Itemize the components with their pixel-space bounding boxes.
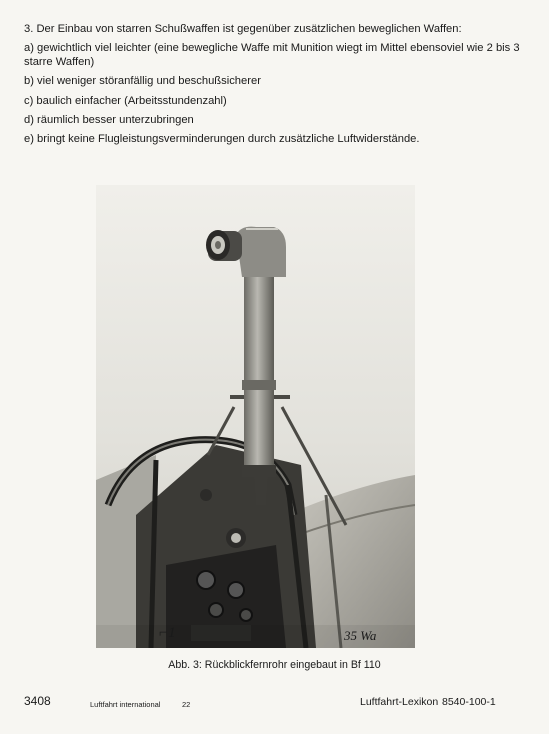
magazine-name: Luftfahrt international — [90, 700, 161, 709]
list-item-b: b) viel weniger störanfällig und beschußsicherer — [24, 75, 261, 88]
list-item-a: a) gewichtlich viel leichter (eine bewegliche Waffe mit Munition wiegt im Mittel ebensoviel wie 2 bis 3 starre Waffen) — [24, 42, 520, 68]
periscope-photo — [96, 185, 415, 648]
list-item-e: e) bringt keine Flugleistungsverminderungen durch zusätzliche Luftwiderstände. — [24, 133, 420, 146]
list-item-c: c) baulich einfacher (Arbeitsstundenzahl) — [24, 94, 227, 107]
issue-number: 22 — [182, 700, 191, 709]
page-number: 3408 — [24, 694, 51, 708]
lexikon-title: Luftfahrt-Lexikon — [360, 696, 439, 708]
periscope-photo-drawing — [96, 185, 415, 648]
list-item-d: d) räumlich besser unterzubringen — [24, 114, 194, 127]
intro-paragraph: 3. Der Einbau von starren Schußwaffen ist gegenüber zusätzlichen beweglichen Waffen: — [24, 23, 462, 35]
lexikon-code: 8540-100-1 — [442, 696, 496, 708]
handwritten-mark-left: ⌐1 — [158, 625, 176, 641]
body-text — [24, 23, 524, 153]
handwritten-note: 35 Wa — [344, 628, 377, 643]
figure-caption: Abb. 3: Rückblickfernrohr eingebaut in Bf 110 — [168, 659, 381, 671]
